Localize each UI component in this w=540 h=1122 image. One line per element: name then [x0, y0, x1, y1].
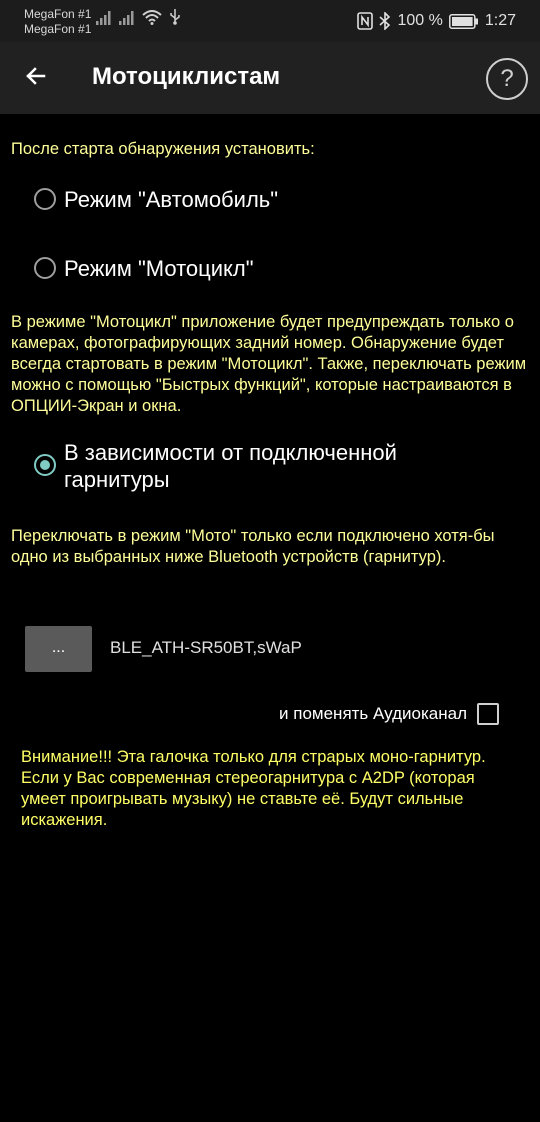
radio-button-checked[interactable] — [34, 454, 56, 476]
bluetooth-icon — [379, 12, 391, 30]
help-button[interactable]: ? — [486, 58, 528, 100]
radio-button[interactable] — [34, 257, 56, 279]
selected-devices: BLE_ATH-SR50BT,sWaP — [110, 638, 302, 657]
carrier-2: MegaFon #1 — [24, 22, 92, 36]
audio-channel-label: и поменять Аудиоканал — [279, 704, 467, 723]
clock: 1:27 — [484, 12, 516, 29]
status-icons-right — [351, 10, 516, 32]
battery-percent: 100 % — [397, 12, 443, 29]
back-button[interactable] — [16, 58, 56, 98]
signal-icon — [96, 11, 112, 30]
radio-button[interactable] — [34, 188, 56, 210]
app-bar — [0, 42, 540, 114]
arrow-left-icon — [24, 64, 48, 93]
radio-mode-car[interactable] — [34, 186, 278, 213]
warning-text: Внимание!!! Эта галочка только для страрых моно-гарнитур. Если у Вас современная стереогарнитура с A2DP (которая умеет проигрывать музыку) не ставьте её. Будут сильные искажения. — [21, 748, 486, 829]
audio-channel-checkbox[interactable] — [477, 703, 499, 725]
radio-label: Режим "Мотоцикл" — [64, 256, 254, 281]
status-icons-left — [96, 12, 188, 30]
nfc-icon — [357, 12, 373, 30]
radio-label: Режим "Автомобиль" — [64, 187, 279, 212]
carrier-1: MegaFon #1 — [24, 7, 92, 21]
headset-description: Переключать в режим "Мото" только если подключено хотя-бы одно из выбранных ниже Bluetooth устройств (гарнитур). — [11, 527, 495, 566]
wifi-icon — [142, 10, 162, 30]
moto-mode-description: В режиме "Мотоцикл" приложение будет предупреждать только о камерах, фотографирующих задний номер. Обнаружение будет всегда стартовать в режим "Мотоцикл". Также, переключать режим можно с помощью "Быстрых функций", которые настраиваются в ОПЦИИ-Экран и окна. — [11, 313, 527, 415]
carrier-names — [24, 7, 91, 37]
usb-icon — [169, 9, 181, 30]
radio-mode-headset[interactable] — [34, 439, 464, 493]
section-header: После старта обнаружения установить: — [11, 140, 315, 158]
radio-mode-moto[interactable] — [34, 255, 254, 282]
page-title: Мотоциклистам — [92, 63, 281, 90]
status-bar — [0, 0, 540, 42]
radio-label: В зависимости от подключенной гарнитуры — [64, 440, 397, 492]
battery-icon — [449, 14, 479, 29]
select-devices-button[interactable]: ... — [25, 626, 92, 672]
signal-icon — [119, 11, 135, 30]
